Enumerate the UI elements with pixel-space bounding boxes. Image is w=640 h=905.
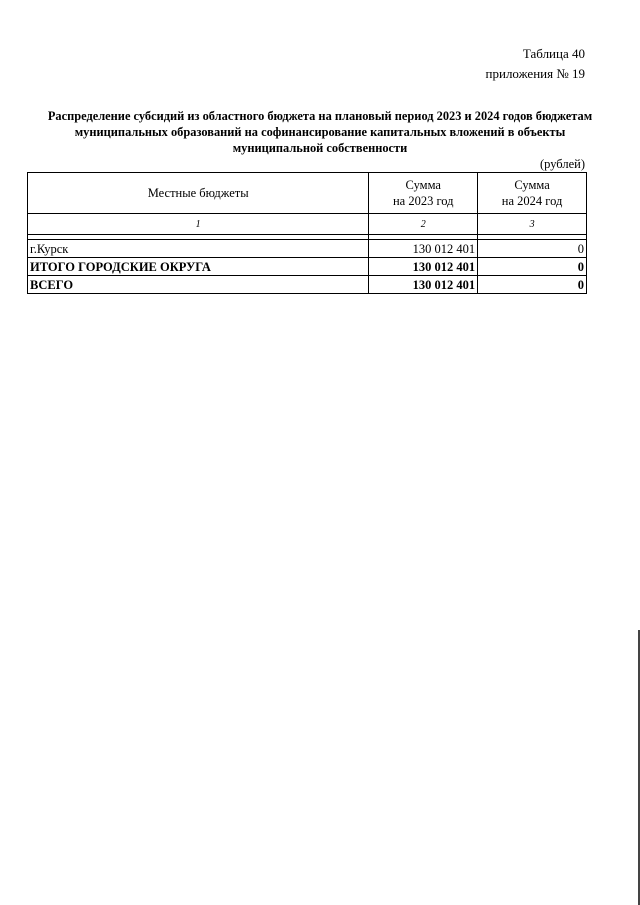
table-reference <box>486 44 585 84</box>
column-number-row <box>28 214 587 235</box>
table-row-total <box>28 276 587 294</box>
document-title <box>28 108 612 156</box>
column-header-sum-2024: Сумма на 2024 год <box>478 173 587 214</box>
subsidy-table <box>27 172 587 294</box>
units-label: (рублей) <box>539 157 585 171</box>
title-line-2: муниципальных образований на софинансирование капитальных вложений в объекты <box>74 125 566 139</box>
row-name: г.Курск <box>28 240 369 258</box>
table-number: Таблица 40 <box>522 46 585 61</box>
row-sum-2024: 0 <box>478 240 587 258</box>
table-header-row <box>28 173 587 214</box>
row-sum-2023: 130 012 401 <box>369 240 478 258</box>
row-sum-2024: 0 <box>478 258 587 276</box>
row-name: ИТОГО ГОРОДСКИЕ ОКРУГА <box>28 258 369 276</box>
title-line-3: муниципальной собственности <box>232 141 408 155</box>
column-number: 2 <box>369 214 478 235</box>
column-header-local-budgets: Местные бюджеты <box>28 173 369 214</box>
appendix-number: приложения № 19 <box>485 66 585 81</box>
row-sum-2023: 130 012 401 <box>369 276 478 294</box>
row-sum-2023: 130 012 401 <box>369 258 478 276</box>
table-row-subtotal <box>28 258 587 276</box>
table-row <box>28 240 587 258</box>
column-header-sum-2023: Сумма на 2023 год <box>369 173 478 214</box>
column-number: 1 <box>28 214 369 235</box>
column-number: 3 <box>478 214 587 235</box>
title-line-1: Распределение субсидий из областного бюджета на плановый период 2023 и 2024 годов бюджетам <box>47 109 593 123</box>
row-name: ВСЕГО <box>28 276 369 294</box>
row-sum-2024: 0 <box>478 276 587 294</box>
